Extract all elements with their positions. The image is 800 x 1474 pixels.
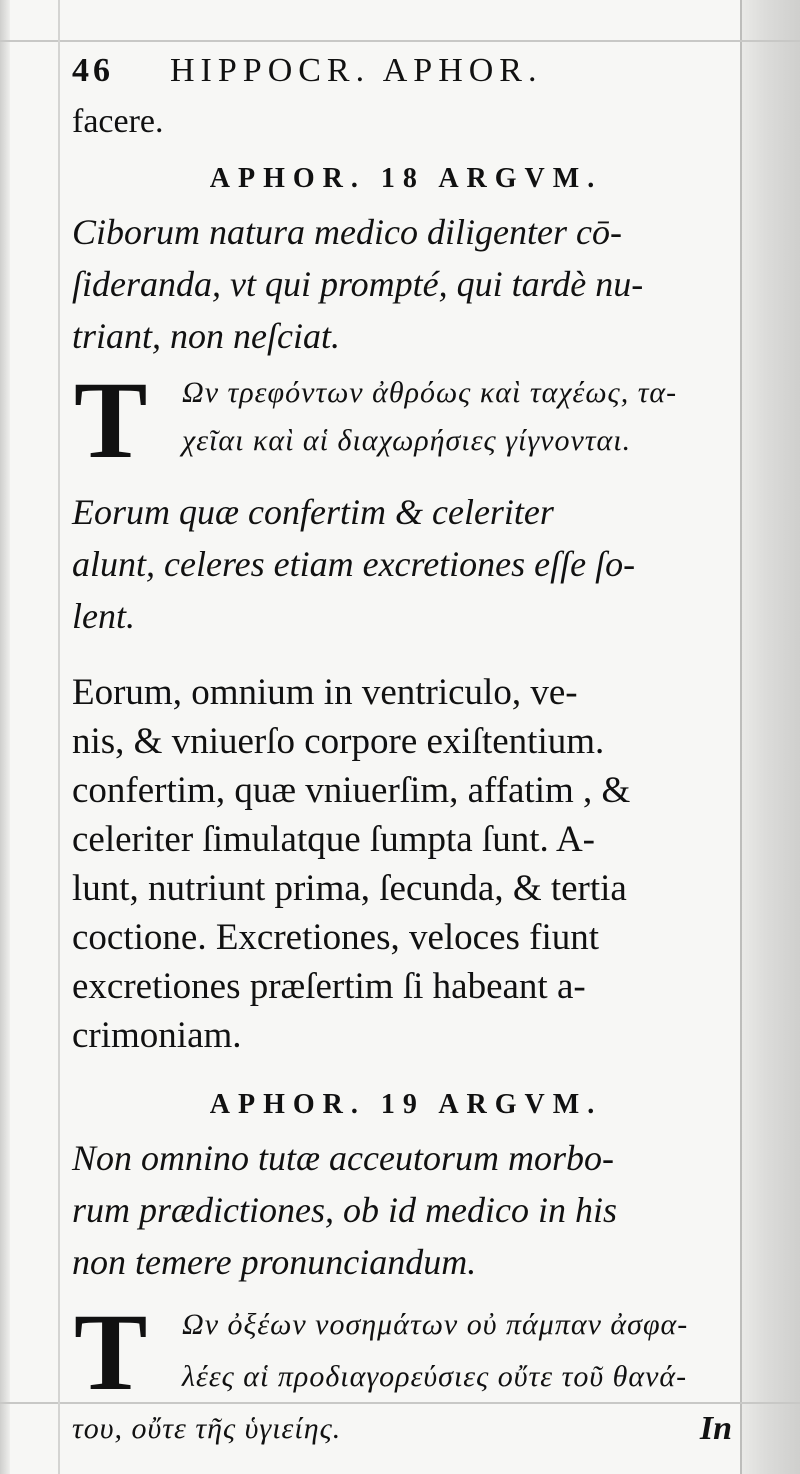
- latin-line: alunt, celeres etiam excretiones eſſe ſo-: [72, 544, 636, 584]
- commentary-line: excretiones præſertim ſi habeant a-: [72, 966, 586, 1007]
- running-header: [72, 52, 740, 98]
- drop-cap: T: [74, 359, 148, 481]
- argument-line: rum prædictiones, ob id medico in his: [72, 1190, 617, 1230]
- latin-line: Eorum quæ confertim & celeriter: [72, 492, 554, 532]
- aphorism-18-argument: [72, 206, 740, 362]
- commentary-line: celeriter ſimulatque ſumpta ſunt. A-: [72, 819, 595, 860]
- aphorism-18-commentary: [72, 668, 740, 1060]
- running-title: HIPPOCR. APHOR.: [170, 52, 543, 89]
- page-gutter-shadow: [0, 0, 10, 1474]
- aphorism-18-heading: APHOR. 18 ARGVM.: [209, 163, 603, 194]
- greek-line: λέες αἱ προδιαγορεύσιες οὔτε τοῦ θανά-: [182, 1360, 688, 1393]
- argument-line: Non omnino tutæ acceutorum morbo-: [72, 1138, 614, 1178]
- argument-line: ſideranda, vt qui prompté, qui tardè nu-: [72, 264, 644, 304]
- page-number: 46: [72, 52, 114, 89]
- commentary-line: coctione. Excretiones, veloces fiunt: [72, 917, 600, 958]
- aphorism-19-greek: [72, 1291, 740, 1446]
- commentary-line: lunt, nutriunt prima, ſecunda, & tertia: [72, 868, 627, 909]
- aphorism-19-heading: APHOR. 19 ARGVM.: [209, 1089, 603, 1120]
- aphorism-19-argument: [72, 1132, 740, 1288]
- page-content: [72, 52, 740, 1446]
- commentary-line: confertim, quæ vniuerſim, affatim , &: [72, 770, 631, 811]
- latin-line: lent.: [72, 596, 135, 636]
- argument-line: triant, non neſciat.: [72, 316, 340, 356]
- commentary-line: crimoniam.: [72, 1015, 242, 1056]
- greek-line: Ων ὀξέων νοσημάτων οὐ πάμπαν ἀσφα-: [182, 1308, 689, 1341]
- greek-line: του, οὔτε τῆς ὑγιείης.: [72, 1412, 342, 1445]
- catchword: In: [699, 1410, 732, 1447]
- aphorism-18-greek: [72, 359, 740, 481]
- commentary-line: Eorum, omnium in ventriculo, ve-: [72, 672, 578, 713]
- commentary-line: nis, & vniuerſo corpore exiſtentium.: [72, 721, 605, 762]
- greek-line: Ων τρεφόντων ἀθρόως καὶ ταχέως, τα-: [182, 376, 678, 409]
- drop-cap: T: [74, 1291, 148, 1413]
- aphorism-18-latin: [72, 486, 740, 642]
- argument-line: Ciborum natura medico diligenter cō-: [72, 212, 622, 252]
- greek-line: χεῖαι καὶ αἱ διαχωρήσιες γίγνονται.: [182, 424, 632, 457]
- opening-line: facere.: [72, 103, 164, 140]
- margin-rule: [58, 0, 60, 1474]
- page-fore-edge: [740, 0, 800, 1474]
- argument-line: non temere pronunciandum.: [72, 1242, 477, 1282]
- top-rule: [0, 40, 800, 42]
